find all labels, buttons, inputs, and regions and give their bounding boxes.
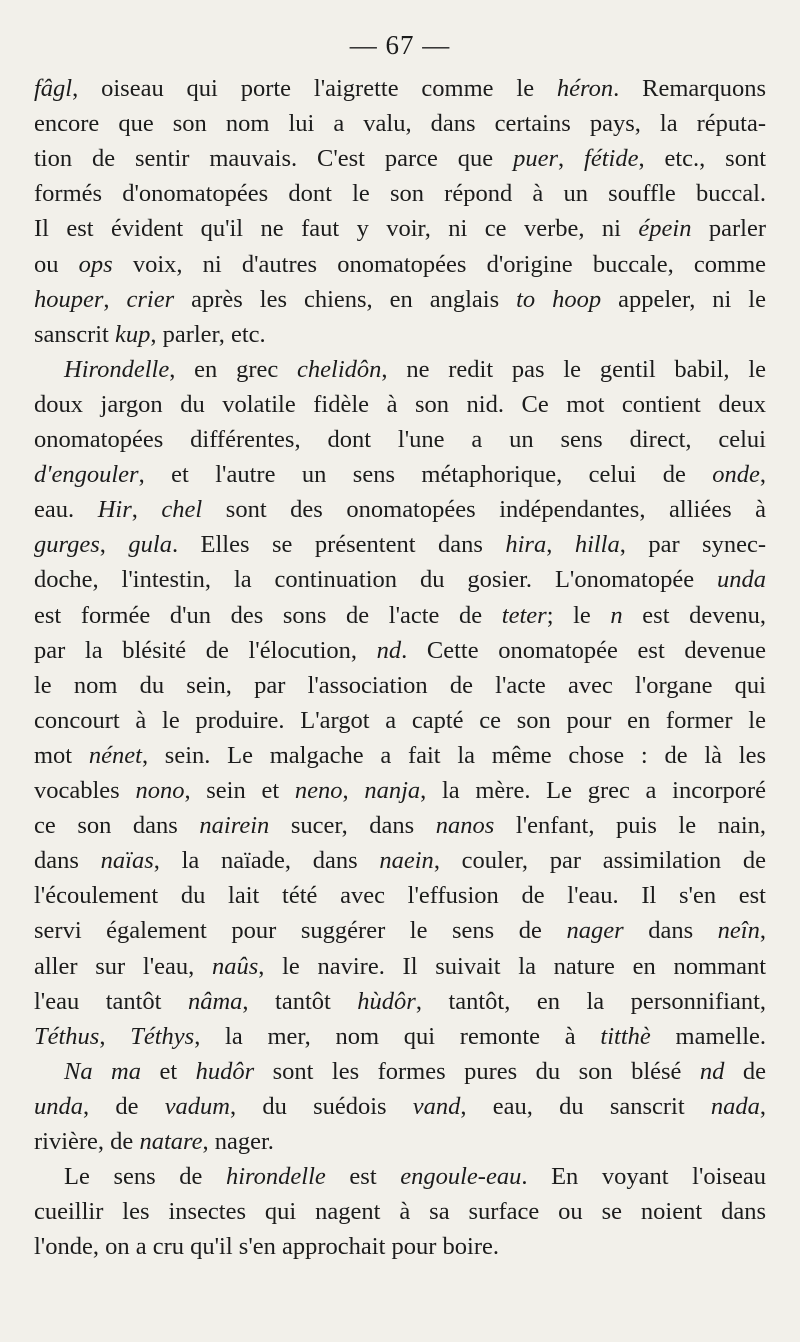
text-line bbox=[34, 495, 766, 525]
text-line bbox=[34, 214, 766, 244]
text-run: . Remarquons bbox=[613, 75, 766, 102]
italic-term: Téthus bbox=[34, 1022, 100, 1050]
italic-term: naûs bbox=[211, 952, 259, 980]
text-run: , bbox=[342, 777, 365, 804]
italic-term: hùdôr bbox=[357, 987, 416, 1015]
text-line bbox=[64, 355, 766, 385]
text-line bbox=[64, 1162, 766, 1192]
text-run: , le navire. Il suivait la nature en nommant bbox=[258, 952, 766, 980]
text-line bbox=[34, 987, 766, 1017]
text-run: sont des onomatopées indépendantes, alliées à bbox=[202, 496, 767, 524]
text-line bbox=[34, 109, 766, 139]
text-line bbox=[34, 74, 766, 104]
italic-term: nd bbox=[699, 1057, 725, 1085]
text-line bbox=[34, 425, 766, 455]
text-run: , nager. bbox=[202, 1128, 274, 1155]
text-run: vocables bbox=[34, 777, 136, 804]
text-run: , bbox=[759, 1092, 767, 1120]
text-run: par la blésité de l'élocution, bbox=[34, 636, 377, 664]
text-run: rivière, de bbox=[34, 1128, 140, 1155]
text-run: encore que son nom lui a valu, dans certains pays, la réputa- bbox=[34, 110, 766, 138]
italic-term: vadum bbox=[164, 1092, 231, 1120]
text-line bbox=[34, 144, 766, 174]
text-run: , bbox=[759, 461, 766, 489]
text-run: , ne redit pas le gentil babil, le bbox=[381, 355, 766, 383]
italic-term: vand bbox=[412, 1092, 461, 1120]
text-line bbox=[34, 846, 766, 876]
text-line bbox=[34, 179, 766, 209]
text-line bbox=[34, 741, 766, 771]
italic-term: chelidôn bbox=[297, 355, 382, 383]
italic-term: Hir bbox=[97, 496, 132, 524]
text-run: , bbox=[99, 531, 129, 559]
text-run: l'eau tantôt bbox=[34, 987, 188, 1015]
text-run: Il est évident qu'il ne faut y voir, ni ce verbe, ni bbox=[34, 215, 639, 243]
text-run: doux jargon du volatile fidèle à son nid. Ce mot contient deux bbox=[34, 390, 766, 418]
text-line bbox=[34, 460, 766, 490]
page-number: — 67 — bbox=[349, 30, 451, 60]
text-line bbox=[34, 565, 766, 595]
text-run: de bbox=[724, 1057, 766, 1085]
text-line bbox=[34, 285, 766, 315]
text-run: dans bbox=[34, 847, 101, 875]
text-run: l'écoulement du lait tété avec l'effusion de l'eau. Il s'en est bbox=[34, 882, 766, 910]
text-run: , bbox=[558, 145, 585, 173]
italic-term: engoule-eau bbox=[400, 1163, 522, 1191]
text-line bbox=[34, 952, 766, 982]
italic-term: nâma bbox=[187, 987, 243, 1015]
text-run: et bbox=[141, 1057, 196, 1085]
italic-term: nono bbox=[135, 777, 185, 804]
text-run: , bbox=[546, 531, 575, 559]
text-line bbox=[34, 706, 766, 736]
text-run: sucer, dans bbox=[269, 812, 436, 840]
text-run: est devenu, bbox=[622, 601, 766, 629]
italic-term: nénet bbox=[88, 741, 142, 769]
italic-term: hilla bbox=[574, 531, 620, 559]
text-line bbox=[34, 671, 766, 701]
italic-term: hirondelle bbox=[226, 1163, 326, 1191]
text-run: , la mère. Le grec a incorporé bbox=[420, 777, 767, 804]
text-run: , sein. Le malgache a fait la même chose : de là les bbox=[141, 741, 767, 769]
text-line bbox=[34, 1232, 766, 1262]
text-run: , par synec- bbox=[619, 531, 767, 559]
italic-term: kup bbox=[114, 320, 151, 348]
italic-term: gula bbox=[128, 531, 172, 559]
italic-term: hira bbox=[505, 531, 547, 559]
text-run: ou bbox=[34, 250, 79, 278]
text-run: servi également pour suggérer le sens de bbox=[34, 917, 567, 945]
italic-term: fâgl bbox=[34, 75, 73, 102]
text-run: . En voyant l'oiseau bbox=[521, 1163, 766, 1191]
text-run: , parler, etc. bbox=[150, 320, 266, 348]
italic-term: Na ma bbox=[64, 1057, 141, 1085]
text-run: doche, l'intestin, la continuation du gosier. L'onomatopée bbox=[34, 566, 717, 594]
text-run: onomatopées différentes, dont l'une a un sens direct, celui bbox=[34, 426, 766, 453]
italic-term: natare bbox=[139, 1128, 203, 1155]
text-run: est formée d'un des sons de l'acte de bbox=[34, 601, 502, 629]
text-line bbox=[34, 530, 766, 560]
text-line bbox=[34, 320, 766, 350]
italic-term: Hirondelle bbox=[64, 355, 170, 383]
text-line bbox=[34, 776, 766, 806]
italic-term: neîn bbox=[717, 917, 760, 945]
italic-term: gurges bbox=[34, 531, 100, 559]
text-run: mot bbox=[34, 741, 89, 769]
text-run: , du suédois bbox=[230, 1092, 413, 1120]
text-run: , couler, par assimilation de bbox=[433, 847, 766, 875]
italic-term: épein bbox=[638, 215, 692, 243]
italic-term: nd bbox=[376, 636, 402, 664]
italic-term: nanos bbox=[435, 812, 495, 840]
text-run: . Cette onomatopée est devenue bbox=[401, 636, 767, 664]
italic-term: d'engouler bbox=[34, 461, 139, 489]
text-line bbox=[34, 1197, 766, 1227]
text-run: dans bbox=[623, 917, 718, 945]
text-run: sont les formes pures du son blésé bbox=[254, 1057, 700, 1085]
italic-term: to hoop bbox=[516, 285, 602, 313]
italic-term: ops bbox=[78, 250, 113, 278]
italic-term: nanja bbox=[364, 777, 421, 804]
text-run: voix, ni d'autres onomatopées d'origine buccale, comme bbox=[112, 250, 767, 278]
italic-term: houper bbox=[34, 285, 104, 313]
italic-term: unda bbox=[717, 566, 766, 594]
text-run: parler bbox=[691, 215, 767, 243]
text-run: , en grec bbox=[169, 355, 298, 383]
text-run: , et l'autre un sens métaphorique, celui de bbox=[138, 461, 713, 489]
text-run: aller sur l'eau, bbox=[34, 952, 212, 980]
italic-term: chel bbox=[161, 496, 203, 524]
italic-term: unda bbox=[34, 1092, 83, 1120]
text-run: ; le bbox=[546, 601, 611, 629]
text-run: Le sens de bbox=[64, 1163, 226, 1191]
text-run: le nom du sein, par l'association de l'acte avec l'organe qui bbox=[34, 671, 766, 699]
text-line bbox=[34, 390, 766, 420]
italic-term: fétide bbox=[584, 145, 639, 173]
italic-term: naein bbox=[379, 847, 434, 875]
italic-term: neno bbox=[294, 777, 343, 804]
text-line bbox=[34, 1092, 766, 1122]
text-run: , eau, du sanscrit bbox=[460, 1092, 711, 1120]
text-run: , oiseau qui porte l'aigrette comme le bbox=[72, 75, 557, 102]
italic-term: nada bbox=[710, 1092, 760, 1120]
text-line bbox=[34, 916, 766, 946]
text-run: , bbox=[131, 496, 162, 524]
text-run: , tantôt, en la personnifiant, bbox=[415, 987, 766, 1015]
text-run: cueillir les insectes qui nagent à sa surface ou se noient dans bbox=[34, 1198, 766, 1226]
text-run: ce son dans bbox=[34, 812, 200, 840]
text-line bbox=[34, 1127, 766, 1157]
italic-term: nager bbox=[566, 917, 624, 945]
text-run: , de bbox=[83, 1092, 165, 1120]
italic-term: naïas bbox=[100, 847, 154, 875]
italic-term: héron bbox=[556, 75, 614, 102]
text-run: , bbox=[103, 285, 127, 313]
text-run: , la naïade, dans bbox=[153, 847, 380, 875]
text-run: sanscrit bbox=[34, 320, 115, 348]
italic-term: teter bbox=[501, 601, 547, 629]
text-run: , bbox=[99, 1022, 131, 1050]
italic-term: nairein bbox=[199, 812, 270, 840]
italic-term: puer bbox=[513, 145, 558, 173]
text-run: , la mer, nom qui remonte à bbox=[194, 1022, 601, 1050]
text-line bbox=[34, 881, 766, 911]
text-run: , etc., sont bbox=[638, 145, 767, 173]
text-run: après les chiens, en anglais bbox=[174, 285, 517, 313]
italic-term: crier bbox=[126, 285, 175, 313]
text-run: eau. bbox=[34, 496, 98, 524]
text-run: . Elles se présentent dans bbox=[171, 531, 506, 559]
italic-term: onde bbox=[712, 461, 760, 489]
text-line bbox=[34, 636, 766, 666]
italic-term: Téthys bbox=[130, 1022, 195, 1050]
text-run: , sein et bbox=[184, 777, 295, 804]
text-run: est bbox=[325, 1163, 401, 1191]
text-line bbox=[64, 1057, 766, 1087]
italic-term: hudôr bbox=[195, 1057, 255, 1085]
text-run: tion de sentir mauvais. C'est parce que bbox=[34, 145, 514, 173]
italic-term: n bbox=[610, 601, 623, 629]
italic-term: titthè bbox=[600, 1022, 651, 1050]
text-run: l'onde, on a cru qu'il s'en approchait pour boire. bbox=[34, 1233, 499, 1261]
text-line bbox=[34, 601, 766, 631]
text-line bbox=[34, 250, 766, 280]
text-run: l'enfant, puis le nain, bbox=[494, 812, 766, 840]
text-run: mamelle. bbox=[650, 1022, 766, 1050]
text-line bbox=[34, 811, 766, 841]
text-line bbox=[34, 1022, 766, 1052]
text-run: appeler, ni le bbox=[601, 285, 766, 313]
text-run: , bbox=[759, 917, 766, 945]
text-run: , tantôt bbox=[242, 987, 358, 1015]
text-run: concourt à le produire. L'argot a capté ce son pour en former le bbox=[34, 706, 766, 734]
text-run: formés d'onomatopées dont le son répond à un souffle buccal. bbox=[34, 180, 766, 208]
